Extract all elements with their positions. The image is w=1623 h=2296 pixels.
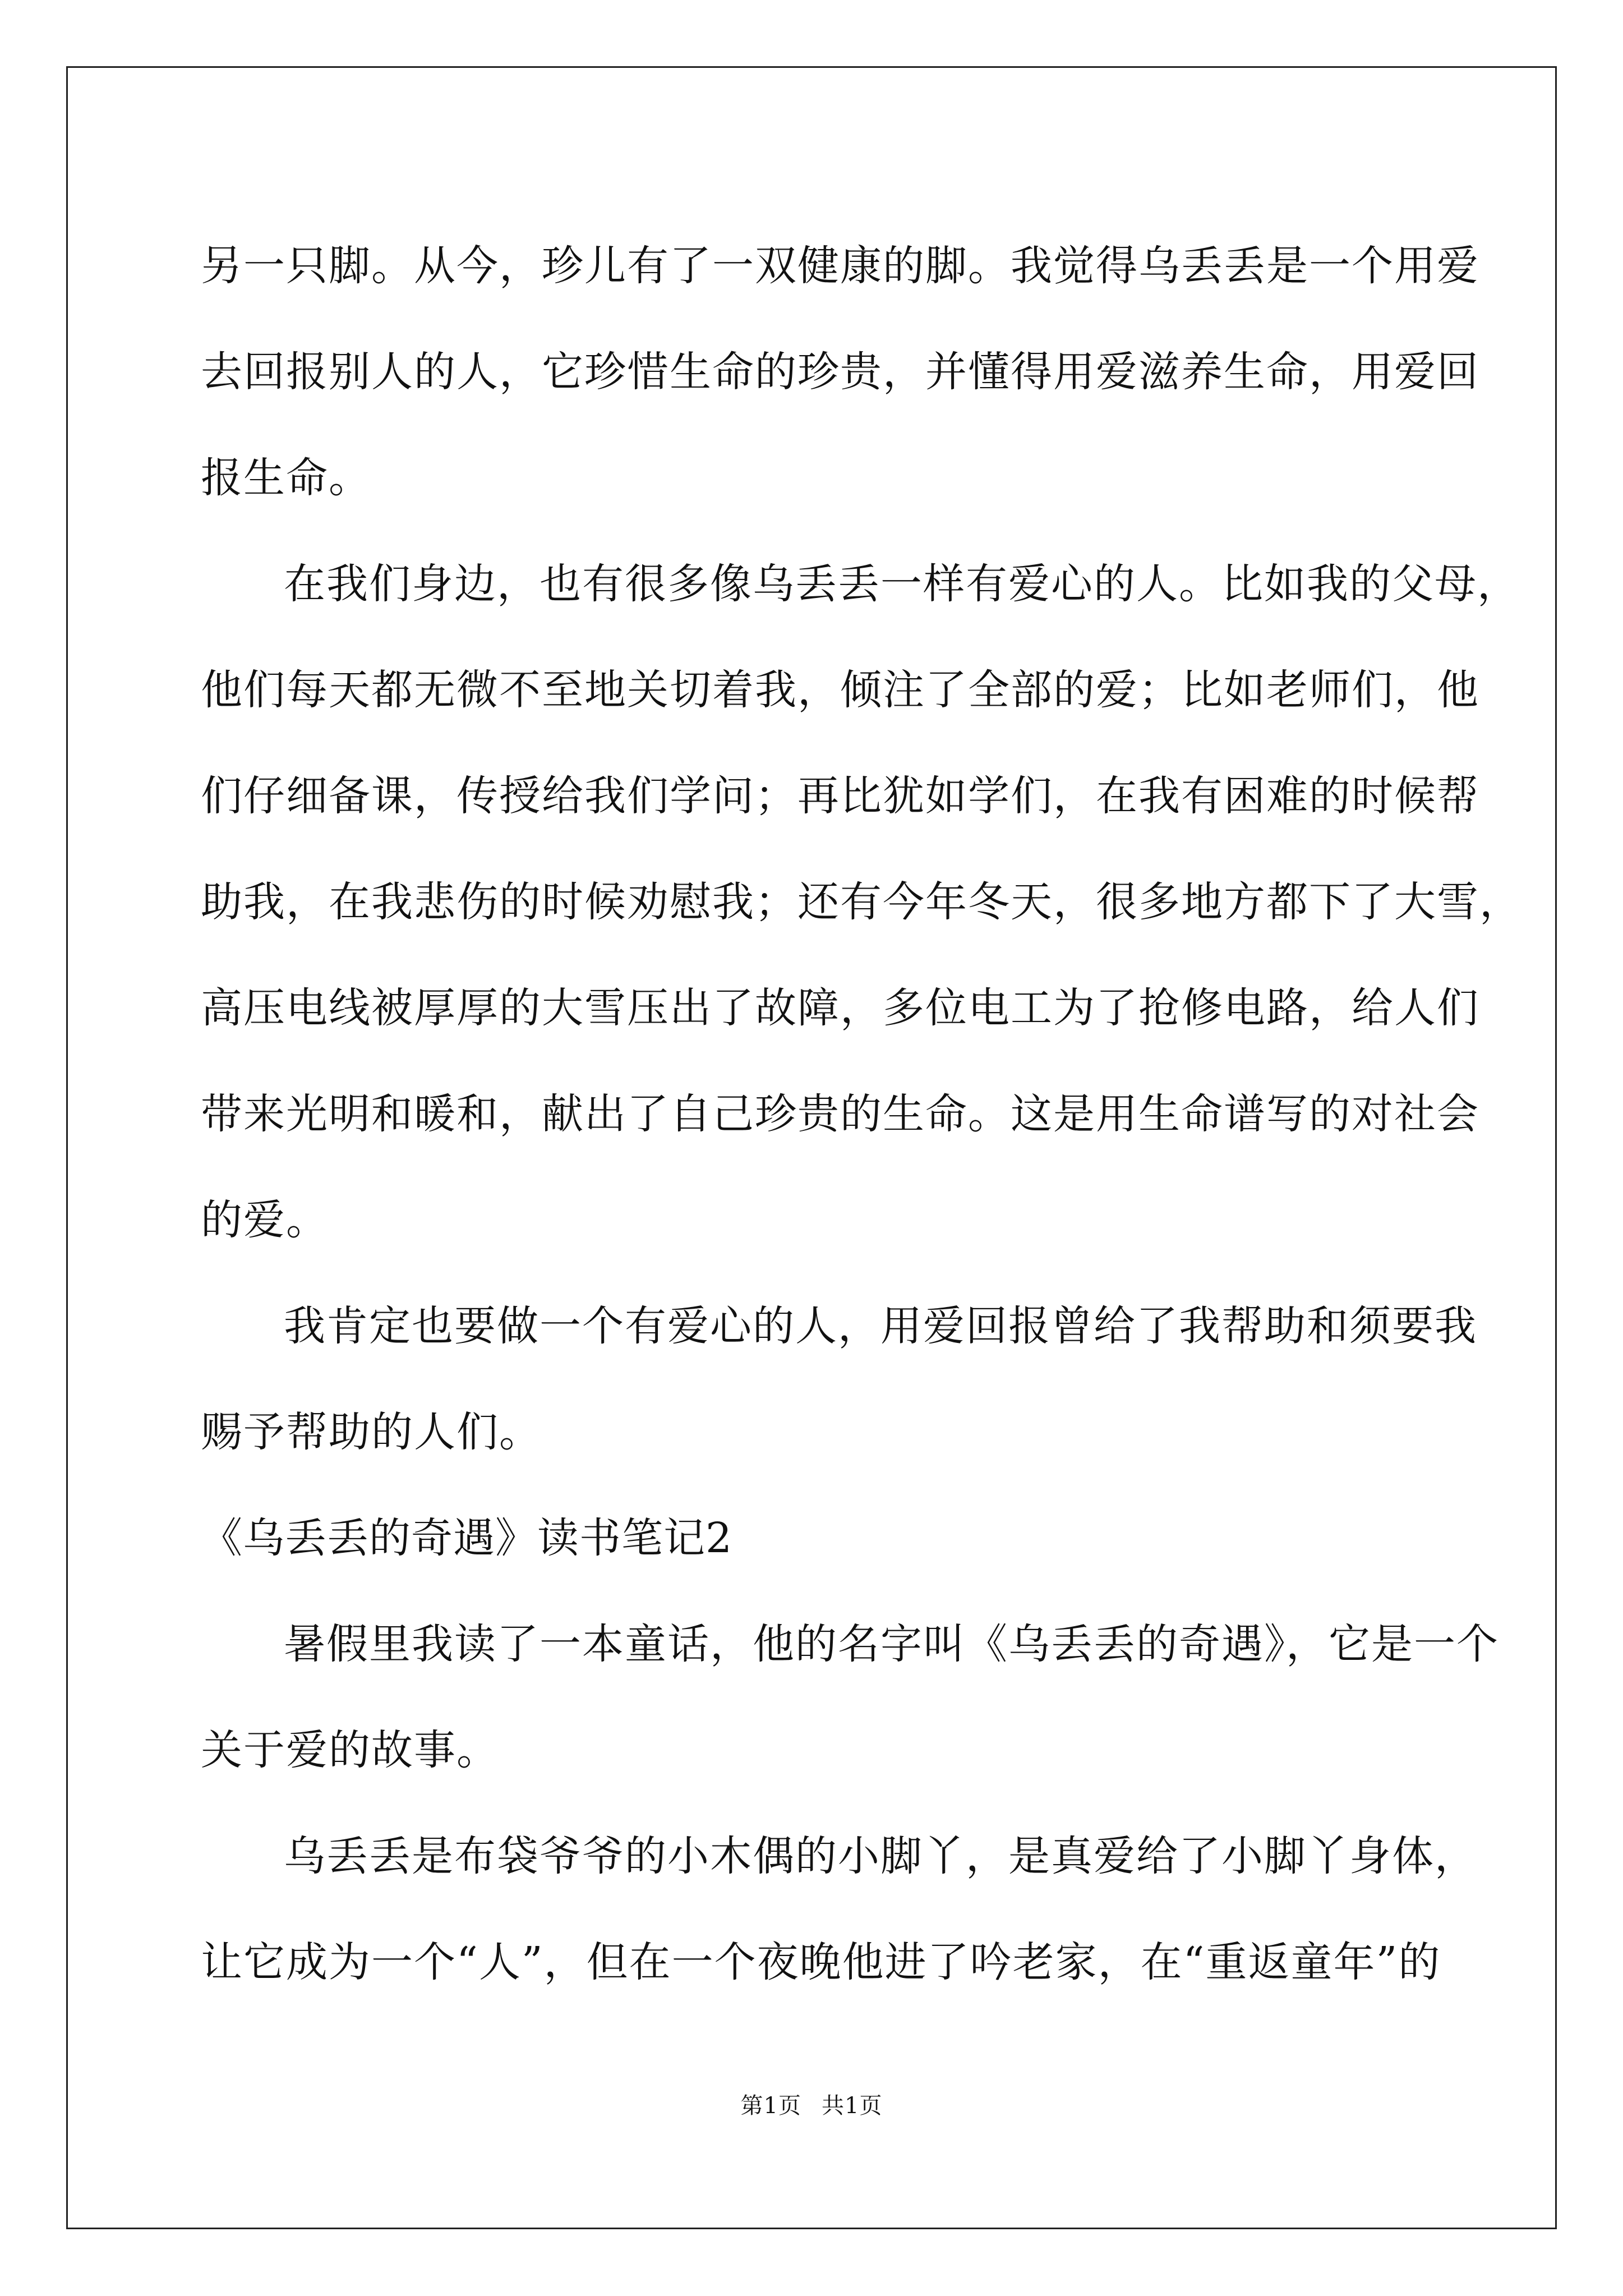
- text-line: 暑假里我读了一本童话，他的名字叫《乌丢丢的奇遇》，它是一个: [284, 1620, 1499, 1668]
- text-line: 高压电线被厚厚的大雪压出了故障，多位电工为了抢修电路，给人们: [201, 984, 1479, 1032]
- text-line: 去回报别人的人，它珍惜生命的珍贵，并懂得用爱滋养生命，用爱回: [201, 348, 1479, 396]
- text-line: 我肯定也要做一个有爱心的人，用爱回报曾给了我帮助和须要我: [284, 1302, 1477, 1350]
- text-line: 让它成为一个“人”，但在一个夜晚他进了吟老家，在“重返童年”的: [201, 1938, 1441, 1986]
- text-line: 带来光明和暖和，献出了自己珍贵的生命。这是用生命谱写的对社会: [201, 1090, 1479, 1138]
- page-footer: [0, 2088, 1623, 2120]
- text-line: 在我们身边，也有很多像乌丢丢一样有爱心的人。比如我的父母，: [284, 560, 1520, 608]
- page-total: 共1页: [822, 2093, 883, 2119]
- section-heading: 《乌丢丢的奇遇》读书笔记2: [201, 1514, 733, 1562]
- text-line: 助我，在我悲伤的时候劝慰我；还有今年冬天，很多地方都下了大雪，: [201, 878, 1522, 926]
- text-line: 另一只脚。从今，珍儿有了一双健康的脚。我觉得乌丢丢是一个用爱: [201, 242, 1479, 290]
- page-number: 第1页: [740, 2093, 801, 2119]
- text-line: 他们每天都无微不至地关切着我，倾注了全部的爱；比如老师们，他: [201, 666, 1479, 714]
- text-line: 的爱。: [201, 1196, 329, 1244]
- document-body: [201, 213, 1522, 2016]
- text-line: 们仔细备课，传授给我们学问；再比犹如学们，在我有困难的时候帮: [201, 772, 1479, 820]
- text-line: 乌丢丢是布袋爷爷的小木偶的小脚丫，是真爱给了小脚丫身体，: [284, 1832, 1477, 1880]
- text-line: 关于爱的故事。: [201, 1726, 499, 1774]
- text-line: 赐予帮助的人们。: [201, 1408, 542, 1456]
- text-line: 报生命。: [201, 454, 371, 502]
